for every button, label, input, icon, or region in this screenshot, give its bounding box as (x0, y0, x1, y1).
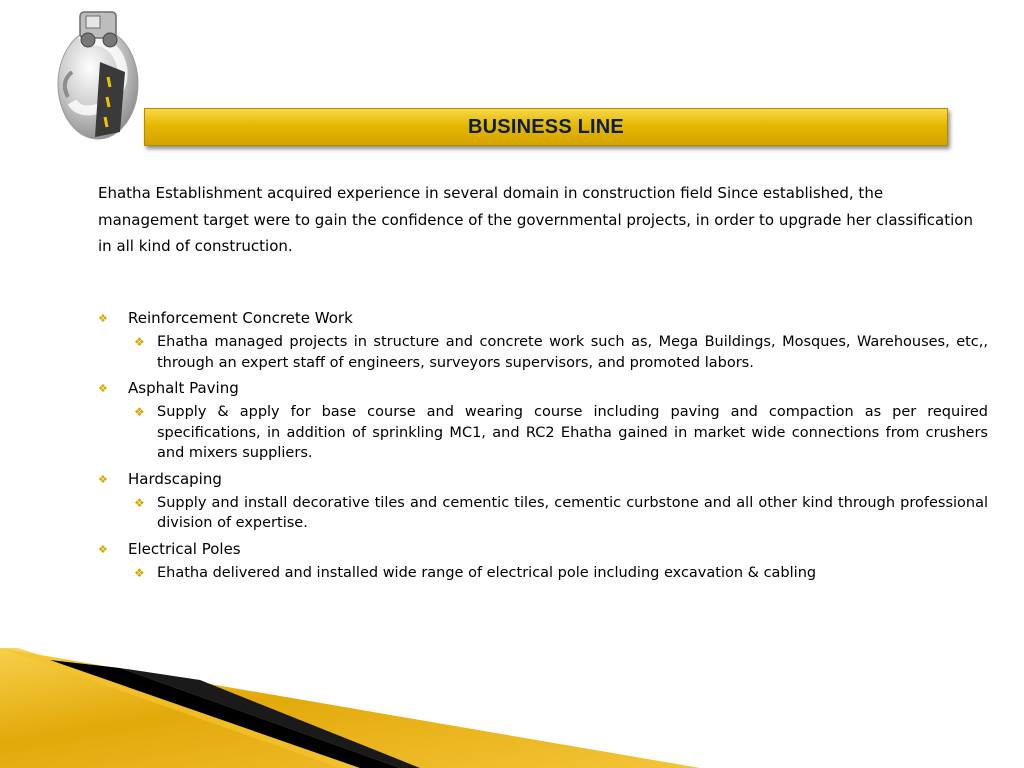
diamond-bullet-icon: ❖ (98, 542, 108, 556)
item-detail (98, 402, 988, 464)
item-detail (98, 563, 988, 584)
diamond-bullet-icon: ❖ (98, 312, 108, 325)
diamond-bullet-icon: ❖ (98, 382, 108, 395)
item-detail-text: Supply and install decorative tiles and cementic tiles, cementic curbstone and all other kind through professional division of expertise. (157, 494, 988, 531)
list-item (98, 378, 988, 464)
item-heading-text: Reinforcement Concrete Work (128, 309, 353, 327)
list-item (98, 308, 988, 373)
list-item (98, 539, 988, 584)
item-heading (98, 308, 988, 329)
item-detail-text: Supply & apply for base course and wearing course including paving and compaction as per required specifications, in addition of sprinkling MC1, and RC2 Ehatha gained in market wide connections from crushers and mixers suppliers. (157, 404, 988, 461)
diamond-bullet-icon: ❖ (134, 405, 145, 419)
item-heading (98, 378, 988, 399)
item-detail-text: Ehatha managed projects in structure and concrete work such as, Mega Buildings, Mosques, Warehouses, etc,, through an expert staff of engineers, surveyors supervisors, and promoted labors. (157, 334, 988, 371)
list-item (98, 469, 988, 534)
diamond-bullet-icon: ❖ (134, 495, 145, 510)
company-logo (50, 2, 150, 144)
diamond-bullet-icon: ❖ (134, 335, 145, 349)
item-heading-text: Asphalt Paving (128, 379, 239, 397)
item-heading-text: Electrical Poles (128, 539, 241, 558)
diamond-bullet-icon: ❖ (134, 565, 145, 580)
title-bar (144, 108, 948, 146)
item-heading (98, 539, 988, 560)
intro-paragraph: Ehatha Establishment acquired experience in several domain in construction field Since established, the management target were to gain the confidence of the governmental projects, in order to upgrade her classification in all kind of construction. (98, 184, 973, 255)
item-detail (98, 493, 988, 534)
diamond-bullet-icon: ❖ (98, 472, 108, 486)
item-heading (98, 469, 988, 490)
item-heading-text: Hardscaping (128, 469, 222, 488)
business-line-list (98, 308, 988, 588)
item-detail-text: Ehatha delivered and installed wide range of electrical pole including excavation & cabling (157, 564, 817, 581)
item-detail (98, 332, 988, 373)
corner-decoration (0, 640, 1024, 768)
page-title: BUSINESS LINE (468, 115, 624, 138)
